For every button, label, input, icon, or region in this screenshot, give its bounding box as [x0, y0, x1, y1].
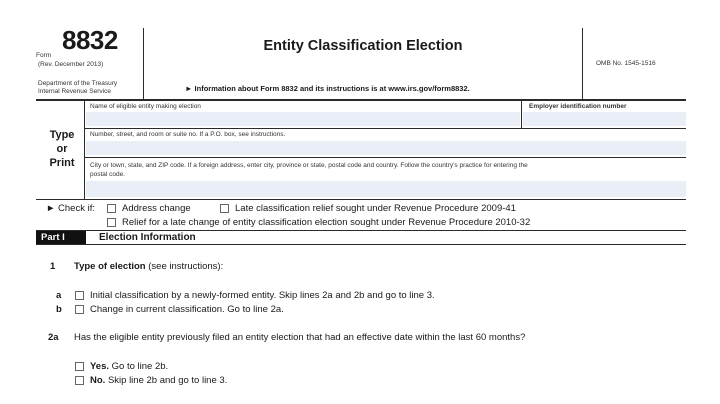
part1-title: Election Information	[99, 232, 196, 243]
omb-number: OMB No. 1545-1516	[596, 60, 656, 67]
info-line	[185, 84, 470, 93]
form-number: 8832	[62, 25, 118, 55]
initial-classification-label: Initial classification by a newly-formed entity. Skip lines 2a and 2b and go to line 3.	[90, 290, 435, 301]
line2a-number: 2a	[48, 332, 59, 343]
entity-bottom-rule	[36, 199, 686, 200]
no-checkbox[interactable]	[75, 376, 84, 385]
street-label: Number, street, and room or suite no. If a P.O. box, see instructions.	[90, 131, 286, 138]
late-change-checkbox[interactable]	[107, 218, 116, 227]
street-field[interactable]	[86, 141, 686, 155]
line1b-letter: b	[56, 304, 62, 315]
header-bottom-rule	[36, 99, 686, 101]
info-text: Information about Form 8832 and its instructions is at www.irs.gov/form8832.	[194, 84, 470, 93]
form-prefix: Form	[36, 52, 52, 59]
line2a-question: Has the eligible entity previously filed an entity election that had an effective date within the last 60 months?	[74, 332, 526, 343]
late-relief-label: Late classification relief sought under Revenue Procedure 2009-41	[235, 203, 516, 214]
part1-badge: Part I	[36, 231, 86, 244]
yes-option: Yes. Go to line 2b.	[90, 361, 169, 372]
check-if-label: ► Check if:	[46, 203, 95, 214]
line1-number: 1	[50, 261, 56, 272]
revision-date: (Rev. December 2013)	[38, 61, 104, 68]
change-classification-label: Change in current classification. Go to line 2a.	[90, 304, 284, 315]
form-title: Entity Classification Election	[263, 38, 463, 54]
city-field[interactable]	[86, 181, 686, 197]
row-rule-1	[84, 128, 686, 129]
city-label: City or town, state, and ZIP code. If a foreign address, enter city, province or state, postal code and country. Follow the country’s practice for entering the postal code.	[90, 162, 528, 178]
late-relief-checkbox[interactable]	[220, 204, 229, 213]
header-divider-right	[582, 28, 583, 100]
line1a-letter: a	[56, 290, 62, 301]
ein-field[interactable]	[523, 112, 686, 126]
entity-name-label: Name of eligible entity making election	[90, 103, 201, 110]
line1-heading: Type of election (see instructions):	[74, 261, 224, 272]
yes-checkbox[interactable]	[75, 362, 84, 371]
change-classification-checkbox[interactable]	[75, 305, 84, 314]
late-change-label: Relief for a late change of entity classification election sought under Revenue Procedure 2010-32	[122, 217, 531, 228]
no-option: No. Skip line 2b and go to line 3.	[90, 375, 228, 386]
entity-name-field[interactable]	[86, 112, 520, 126]
type-or-print-label: Type or Print	[49, 129, 75, 169]
initial-classification-checkbox[interactable]	[75, 291, 84, 300]
arrow-icon: ►	[185, 84, 193, 93]
department: Department of the Treasury Internal Revenue Service	[38, 80, 118, 95]
row-rule-2	[84, 157, 686, 158]
ein-divider	[521, 101, 522, 129]
ein-label: Employer identification number	[529, 103, 627, 110]
address-change-label: Address change	[122, 203, 191, 214]
part1-bottom-rule	[36, 244, 686, 245]
entity-left-rule	[84, 101, 85, 199]
address-change-checkbox[interactable]	[107, 204, 116, 213]
